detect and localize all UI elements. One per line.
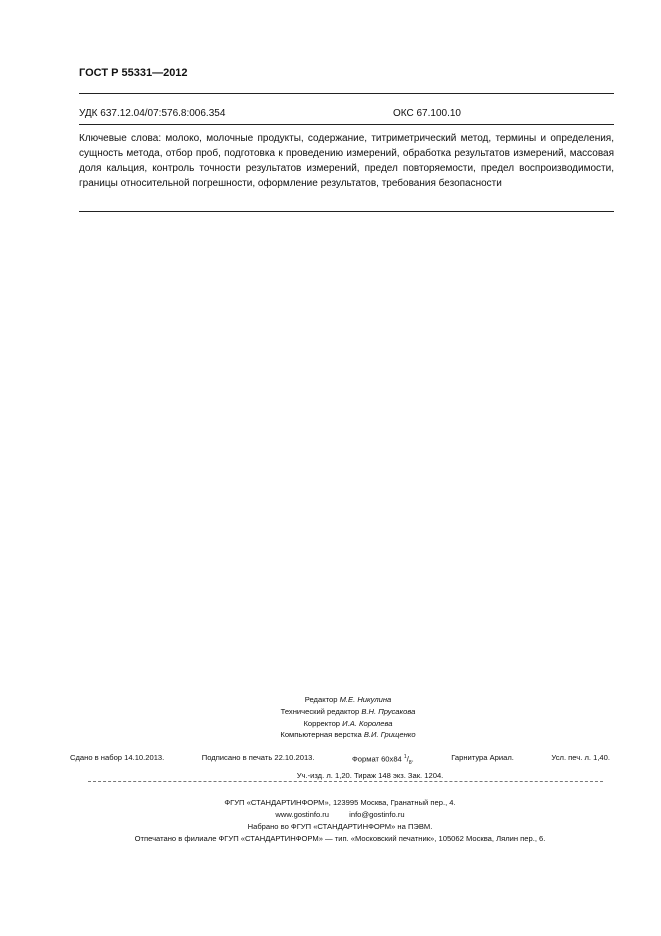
top-divider xyxy=(79,93,614,94)
paper-format: Формат 60x84 $^1/_8$. xyxy=(352,754,414,767)
udk-code: УДК 637.12.04/07:576.8:006.354 xyxy=(79,108,226,119)
print-house-note: Отпечатано в филиале ФГУП «СТАНДАРТИНФОРМ» — тип. «Московский печатник», 105062 Москва, Лялин пер., 6. xyxy=(134,834,546,843)
standard-number: ГОСТ Р 55331—2012 xyxy=(79,67,188,79)
typeface: Гарнитура Ариал. xyxy=(451,753,514,762)
typeset-note: Набрано во ФГУП «СТАНДАРТИНФОРМ» на ПЭВМ. xyxy=(247,822,433,831)
keywords-divider xyxy=(79,211,614,212)
credits-block xyxy=(160,694,536,741)
oks-code: ОКС 67.100.10 xyxy=(393,108,461,119)
credit-editor: Редактор М.Е. Никулина xyxy=(304,695,392,704)
submitted-date: Сдано в набор 14.10.2013. xyxy=(70,753,165,762)
signed-date: Подписано в печать 22.10.2013. xyxy=(201,753,315,762)
publication-divider xyxy=(88,781,603,782)
email-link[interactable]: info@gostinfo.ru xyxy=(349,810,405,819)
credit-layout: Компьютерная верстка В.И. Грищенко xyxy=(280,730,416,740)
credit-tech-editor: Технический редактор В.Н. Прусакова xyxy=(280,706,416,716)
publication-row-2: Уч.-изд. л. 1,20. Тираж 148 экз. Зак. 1204. xyxy=(296,770,444,780)
printed-sheets: Усл. печ. л. 1,40. xyxy=(551,753,610,762)
publisher-contacts xyxy=(70,809,610,821)
printer-info xyxy=(70,797,610,845)
credit-corrector: Корректор И.А. Королева xyxy=(303,718,393,728)
publisher-address: ФГУП «СТАНДАРТИНФОРМ», 123995 Москва, Гранатный пер., 4. xyxy=(224,798,456,807)
udk-divider xyxy=(79,124,614,125)
publication-info xyxy=(70,752,610,782)
website-link[interactable]: www.gostinfo.ru xyxy=(275,810,330,819)
keywords-paragraph: Ключевые слова: молоко, молочные продукты, содержание, титриметрический метод, термины и определения, сущность метода, отбор проб, подготовка к проведению измерений, обработка результатов измерений, массовая доля кальция, контроль точности результатов измерений, предел повторяемости, предел воспроизводимости, границы относительной погрешности, оформление результатов, требования безопасности xyxy=(79,133,614,189)
publication-row-1 xyxy=(70,752,610,770)
